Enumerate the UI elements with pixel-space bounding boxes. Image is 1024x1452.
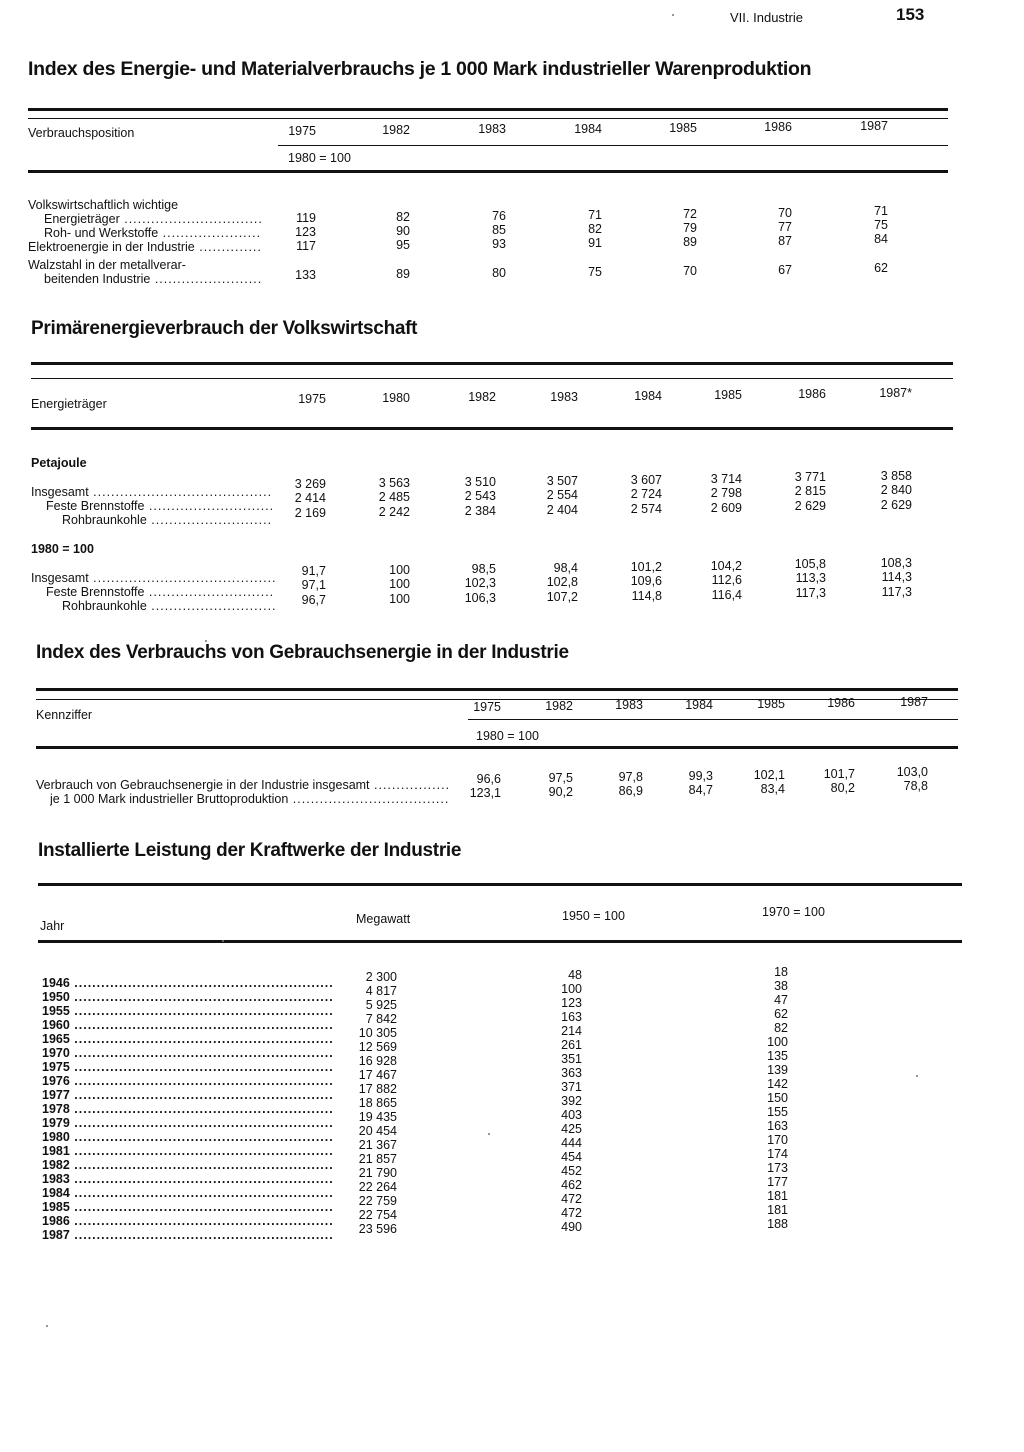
table1-col-label: Verbrauchsposition <box>28 126 135 140</box>
table2-sub-rule <box>31 378 953 379</box>
data-cell: 2 724 <box>630 486 662 501</box>
year-cell: 1976 ..... <box>42 1074 332 1088</box>
data-cell: 3 507 <box>546 473 578 488</box>
data-cell: 91 <box>588 235 602 250</box>
data-cell: 89 <box>683 234 697 249</box>
index-1950-cell: 100 <box>561 982 582 996</box>
table4-head-rule <box>38 940 962 943</box>
data-cell: 3 607 <box>630 472 662 487</box>
data-cell: 2 840 <box>880 483 912 498</box>
year-cell: 1980 ..... <box>42 1130 332 1144</box>
megawatt-cell: 4 817 <box>365 984 397 998</box>
table1-head-rule <box>28 170 948 173</box>
index-1950-cell: 490 <box>561 1220 582 1234</box>
year-header-2: 1982 <box>468 390 496 405</box>
row-label: Elektroenergie in der Industrie ..... <box>28 240 262 254</box>
row-label: beitenden Industrie ..... <box>44 272 262 286</box>
table4-col-year: Jahr <box>40 919 65 933</box>
scan-speck <box>488 1133 490 1135</box>
data-cell: 116,4 <box>711 587 742 602</box>
data-cell: 100 <box>389 591 410 606</box>
year-cell: 1986 ..... <box>42 1214 332 1228</box>
data-cell: 103,0 <box>896 765 928 780</box>
table2-unit-index: 1980 = 100 <box>31 542 94 556</box>
data-cell: 3 771 <box>794 470 826 485</box>
data-cell: 97,1 <box>301 578 326 592</box>
table2-col-label: Energieträger <box>31 397 107 411</box>
data-cell: 109,6 <box>630 573 662 588</box>
index-1950-cell: 454 <box>561 1150 582 1164</box>
index-1970-cell: 135 <box>767 1049 788 1063</box>
year-cell: 1984 ..... <box>42 1186 332 1200</box>
table4-top-rule <box>38 883 962 886</box>
megawatt-cell: 21 857 <box>358 1152 397 1166</box>
table1-base-rule <box>278 145 948 146</box>
row-label: Volkswirtschaftlich wichtige <box>28 198 179 212</box>
data-cell: 96,7 <box>301 593 326 607</box>
data-cell: 98,5 <box>471 561 496 576</box>
data-cell: 62 <box>874 261 888 276</box>
year-header-6: 1987 <box>860 119 888 134</box>
data-cell: 2 384 <box>464 503 496 518</box>
index-1970-cell: 170 <box>767 1133 788 1147</box>
row-label: Insgesamt ..... <box>31 485 273 499</box>
table3-base-rule <box>468 719 958 720</box>
data-cell: 93 <box>492 236 506 251</box>
megawatt-cell: 2 300 <box>365 970 397 984</box>
year-cell: 1978 ..... <box>42 1102 332 1116</box>
year-cell: 1950 ..... <box>42 990 332 1004</box>
row-label: Feste Brennstoffe ..... <box>46 585 275 599</box>
data-cell: 71 <box>588 207 602 222</box>
data-cell: 2 629 <box>880 498 912 513</box>
scan-speck <box>46 1325 48 1327</box>
data-cell: 72 <box>683 206 697 221</box>
index-1970-cell: 100 <box>767 1035 788 1049</box>
index-1970-cell: 173 <box>767 1161 788 1175</box>
year-cell: 1982 ..... <box>42 1158 332 1172</box>
year-header-3: 1984 <box>574 121 602 136</box>
table3-base: 1980 = 100 <box>476 729 539 743</box>
year-cell: 1975 ..... <box>42 1060 332 1074</box>
data-cell: 99,3 <box>688 768 713 783</box>
data-cell: 79 <box>683 220 697 235</box>
index-1950-cell: 403 <box>561 1108 582 1122</box>
index-1950-cell: 472 <box>561 1192 582 1206</box>
year-header-1: 1982 <box>382 123 410 138</box>
table4-col-megawatt: Megawatt <box>356 912 411 926</box>
data-cell: 2 485 <box>378 489 410 504</box>
megawatt-cell: 22 754 <box>358 1208 397 1222</box>
data-cell: 102,8 <box>546 574 578 589</box>
scan-speck <box>672 14 674 16</box>
megawatt-cell: 5 925 <box>365 998 397 1012</box>
data-cell: 77 <box>778 219 792 234</box>
index-1950-cell: 425 <box>561 1122 582 1136</box>
megawatt-cell: 18 865 <box>358 1096 397 1110</box>
index-1950-cell: 163 <box>561 1010 582 1024</box>
data-cell: 114,8 <box>631 588 662 603</box>
data-cell: 75 <box>588 264 602 279</box>
data-cell: 101,7 <box>823 766 855 781</box>
index-1970-cell: 177 <box>767 1175 788 1189</box>
index-1950-cell: 392 <box>561 1094 582 1108</box>
row-label: Rohbraunkohle ..... <box>62 513 273 527</box>
year-header-3: 1983 <box>550 389 578 404</box>
megawatt-cell: 7 842 <box>365 1012 397 1026</box>
data-cell: 2 609 <box>710 500 742 515</box>
table4-title: Installierte Leistung der Kraftwerke der Industrie <box>38 840 462 861</box>
year-cell: 1946 ..... <box>42 976 332 990</box>
year-header-4: 1985 <box>669 120 697 135</box>
data-cell: 85 <box>492 222 506 237</box>
data-cell: 84,7 <box>688 782 713 797</box>
data-cell: 102,1 <box>753 767 785 782</box>
index-1970-cell: 47 <box>774 993 788 1007</box>
data-cell: 97,5 <box>548 770 573 785</box>
index-1950-cell: 363 <box>561 1066 582 1080</box>
year-cell: 1955 ..... <box>42 1004 332 1018</box>
year-cell: 1981 ..... <box>42 1144 332 1158</box>
index-1970-cell: 82 <box>774 1021 788 1035</box>
year-header-0: 1975 <box>288 124 316 138</box>
table2-top-rule <box>31 362 953 365</box>
data-cell: 105,8 <box>794 557 826 572</box>
index-1950-cell: 261 <box>561 1038 582 1052</box>
year-header-4: 1985 <box>757 696 785 711</box>
megawatt-cell: 19 435 <box>358 1110 397 1124</box>
index-1970-cell: 62 <box>774 1007 788 1021</box>
data-cell: 100 <box>389 576 410 591</box>
scan-speck <box>916 1075 918 1077</box>
index-1950-cell: 472 <box>561 1206 582 1220</box>
index-1970-cell: 188 <box>767 1217 788 1231</box>
megawatt-cell: 22 264 <box>358 1180 397 1194</box>
page-number: 153 <box>896 5 925 24</box>
index-1950-cell: 462 <box>561 1178 582 1192</box>
megawatt-cell: 17 882 <box>358 1082 397 1096</box>
year-cell: 1965 ..... <box>42 1032 332 1046</box>
data-cell: 91,7 <box>301 564 326 578</box>
table1-base: 1980 = 100 <box>288 151 351 165</box>
year-header-5: 1985 <box>714 388 742 402</box>
data-cell: 3 714 <box>710 471 742 486</box>
index-1970-cell: 181 <box>767 1203 788 1217</box>
megawatt-cell: 20 454 <box>358 1124 397 1138</box>
row-label: Energieträger ..... <box>44 212 262 226</box>
year-header-1: 1980 <box>382 391 410 406</box>
data-cell: 3 510 <box>464 474 496 489</box>
data-cell: 2 242 <box>378 504 410 519</box>
table1-title: Index des Energie- und Materialverbrauchs je 1 000 Mark industrieller Warenproduktion <box>28 58 812 80</box>
megawatt-cell: 22 759 <box>358 1194 397 1208</box>
data-cell: 117,3 <box>795 586 826 601</box>
index-1970-cell: 142 <box>767 1077 788 1091</box>
index-1950-cell: 214 <box>561 1024 582 1038</box>
data-cell: 2 574 <box>630 501 662 516</box>
index-1950-cell: 371 <box>561 1080 582 1094</box>
year-header-5: 1986 <box>764 120 792 134</box>
year-header-1: 1982 <box>545 699 573 714</box>
data-cell: 70 <box>778 205 792 220</box>
year-cell: 1979 ..... <box>42 1116 332 1130</box>
data-cell: 90 <box>396 223 410 238</box>
data-cell: 112,6 <box>711 572 742 587</box>
data-cell: 78,8 <box>903 779 928 794</box>
data-cell: 104,2 <box>710 558 742 573</box>
table4-col-1970: 1970 = 100 <box>762 905 825 919</box>
megawatt-cell: 21 367 <box>358 1138 397 1152</box>
data-cell: 113,3 <box>795 571 826 586</box>
index-1970-cell: 163 <box>767 1119 788 1133</box>
table2-title: Primärenergieverbrauch der Volkswirtschaft <box>31 318 418 339</box>
data-cell: 3 563 <box>378 475 410 490</box>
year-header-2: 1983 <box>478 122 506 137</box>
data-cell: 2 554 <box>546 487 578 502</box>
data-cell: 107,2 <box>546 589 578 604</box>
data-cell: 96,6 <box>476 772 501 786</box>
index-1950-cell: 48 <box>568 968 582 982</box>
table2-head-rule <box>31 427 953 430</box>
data-cell: 106,3 <box>464 590 496 605</box>
table3-col-label: Kennziffer <box>36 708 93 722</box>
data-cell: 86,9 <box>618 783 643 798</box>
row-label: Verbrauch von Gebrauchsenergie in der Industrie insgesamt ..... <box>36 778 450 792</box>
table4-col-1950: 1950 = 100 <box>562 909 625 923</box>
scan-speck <box>222 940 224 942</box>
data-cell: 2 543 <box>464 488 496 503</box>
year-header-5: 1986 <box>827 696 855 710</box>
table2-unit-petajoule: Petajoule <box>31 456 87 470</box>
megawatt-cell: 21 790 <box>358 1166 397 1180</box>
index-1950-cell: 452 <box>561 1164 582 1178</box>
row-label: je 1 000 Mark industrieller Bruttoproduktion ..... <box>50 792 450 806</box>
data-cell: 82 <box>588 221 602 236</box>
data-cell: 87 <box>778 233 792 248</box>
data-cell: 2 815 <box>794 484 826 499</box>
data-cell: 2 798 <box>710 485 742 500</box>
data-cell: 84 <box>874 232 888 247</box>
megawatt-cell: 12 569 <box>358 1040 397 1054</box>
row-label: Feste Brennstoffe ..... <box>46 499 273 513</box>
data-cell: 3 858 <box>880 469 912 484</box>
year-cell: 1983 ..... <box>42 1172 332 1186</box>
year-header-6: 1986 <box>798 387 826 402</box>
data-cell: 117,3 <box>881 585 912 600</box>
index-1970-cell: 150 <box>767 1091 788 1105</box>
year-cell: 1970 ..... <box>42 1046 332 1060</box>
year-header-0: 1975 <box>473 700 501 714</box>
megawatt-cell: 17 467 <box>358 1068 397 1082</box>
megawatt-cell: 23 596 <box>358 1222 397 1236</box>
data-cell: 123,1 <box>469 786 501 800</box>
year-header-3: 1984 <box>685 697 713 712</box>
data-cell: 2 629 <box>794 499 826 514</box>
data-cell: 117 <box>296 239 316 253</box>
table3-title: Index des Verbrauchs von Gebrauchsenergie in der Industrie <box>36 642 569 663</box>
year-cell: 1960 ..... <box>42 1018 332 1032</box>
data-cell: 3 269 <box>294 477 326 491</box>
row-label: Roh- und Werkstoffe ..... <box>44 226 262 240</box>
data-cell: 100 <box>389 562 410 577</box>
index-1970-cell: 155 <box>767 1105 788 1119</box>
data-cell: 2 414 <box>294 491 326 505</box>
data-cell: 101,2 <box>630 559 662 574</box>
row-label: Rohbraunkohle ..... <box>62 599 275 613</box>
data-cell: 102,3 <box>464 575 496 590</box>
megawatt-cell: 16 928 <box>358 1054 397 1068</box>
data-cell: 89 <box>396 266 410 281</box>
year-header-7: 1987* <box>879 386 912 401</box>
table3-head-rule <box>36 746 958 749</box>
index-1950-cell: 123 <box>561 996 582 1010</box>
data-cell: 108,3 <box>880 556 912 571</box>
data-cell: 97,8 <box>618 769 643 784</box>
data-cell: 2 169 <box>294 506 326 520</box>
table1-sub-rule <box>28 118 948 119</box>
data-cell: 90,2 <box>548 784 573 799</box>
data-cell: 67 <box>778 262 792 277</box>
index-1970-cell: 174 <box>767 1147 788 1161</box>
index-1970-cell: 181 <box>767 1189 788 1203</box>
index-1970-cell: 38 <box>774 979 788 993</box>
data-cell: 82 <box>396 209 410 224</box>
data-cell: 95 <box>396 237 410 252</box>
data-cell: 114,3 <box>881 570 912 585</box>
data-cell: 70 <box>683 263 697 278</box>
running-head: VII. Industrie <box>730 10 803 25</box>
year-cell: 1977 ..... <box>42 1088 332 1102</box>
index-1950-cell: 444 <box>561 1136 582 1150</box>
row-label: Walzstahl in der metallverar- <box>28 258 186 272</box>
data-cell: 123 <box>295 225 316 239</box>
data-cell: 119 <box>296 211 316 225</box>
year-header-4: 1984 <box>634 388 662 403</box>
row-label: Insgesamt ..... <box>31 571 275 585</box>
scan-speck <box>205 640 207 642</box>
data-cell: 80,2 <box>830 780 855 795</box>
year-header-2: 1983 <box>615 698 643 713</box>
data-cell: 2 404 <box>546 502 578 517</box>
data-cell: 76 <box>492 208 506 223</box>
year-header-6: 1987 <box>900 695 928 710</box>
index-1970-cell: 139 <box>767 1063 788 1077</box>
index-1970-cell: 18 <box>774 965 788 979</box>
data-cell: 83,4 <box>760 781 785 796</box>
data-cell: 133 <box>295 268 316 282</box>
index-1950-cell: 351 <box>561 1052 582 1066</box>
year-cell: 1987 ..... <box>42 1228 332 1242</box>
data-cell: 75 <box>874 218 888 233</box>
table3-top-rule <box>36 688 958 691</box>
year-cell: 1985 ..... <box>42 1200 332 1214</box>
year-header-0: 1975 <box>298 392 326 406</box>
data-cell: 98,4 <box>553 560 578 575</box>
megawatt-cell: 10 305 <box>358 1026 397 1040</box>
data-cell: 80 <box>492 265 506 280</box>
table1-top-rule <box>28 108 948 111</box>
data-cell: 71 <box>874 204 888 219</box>
